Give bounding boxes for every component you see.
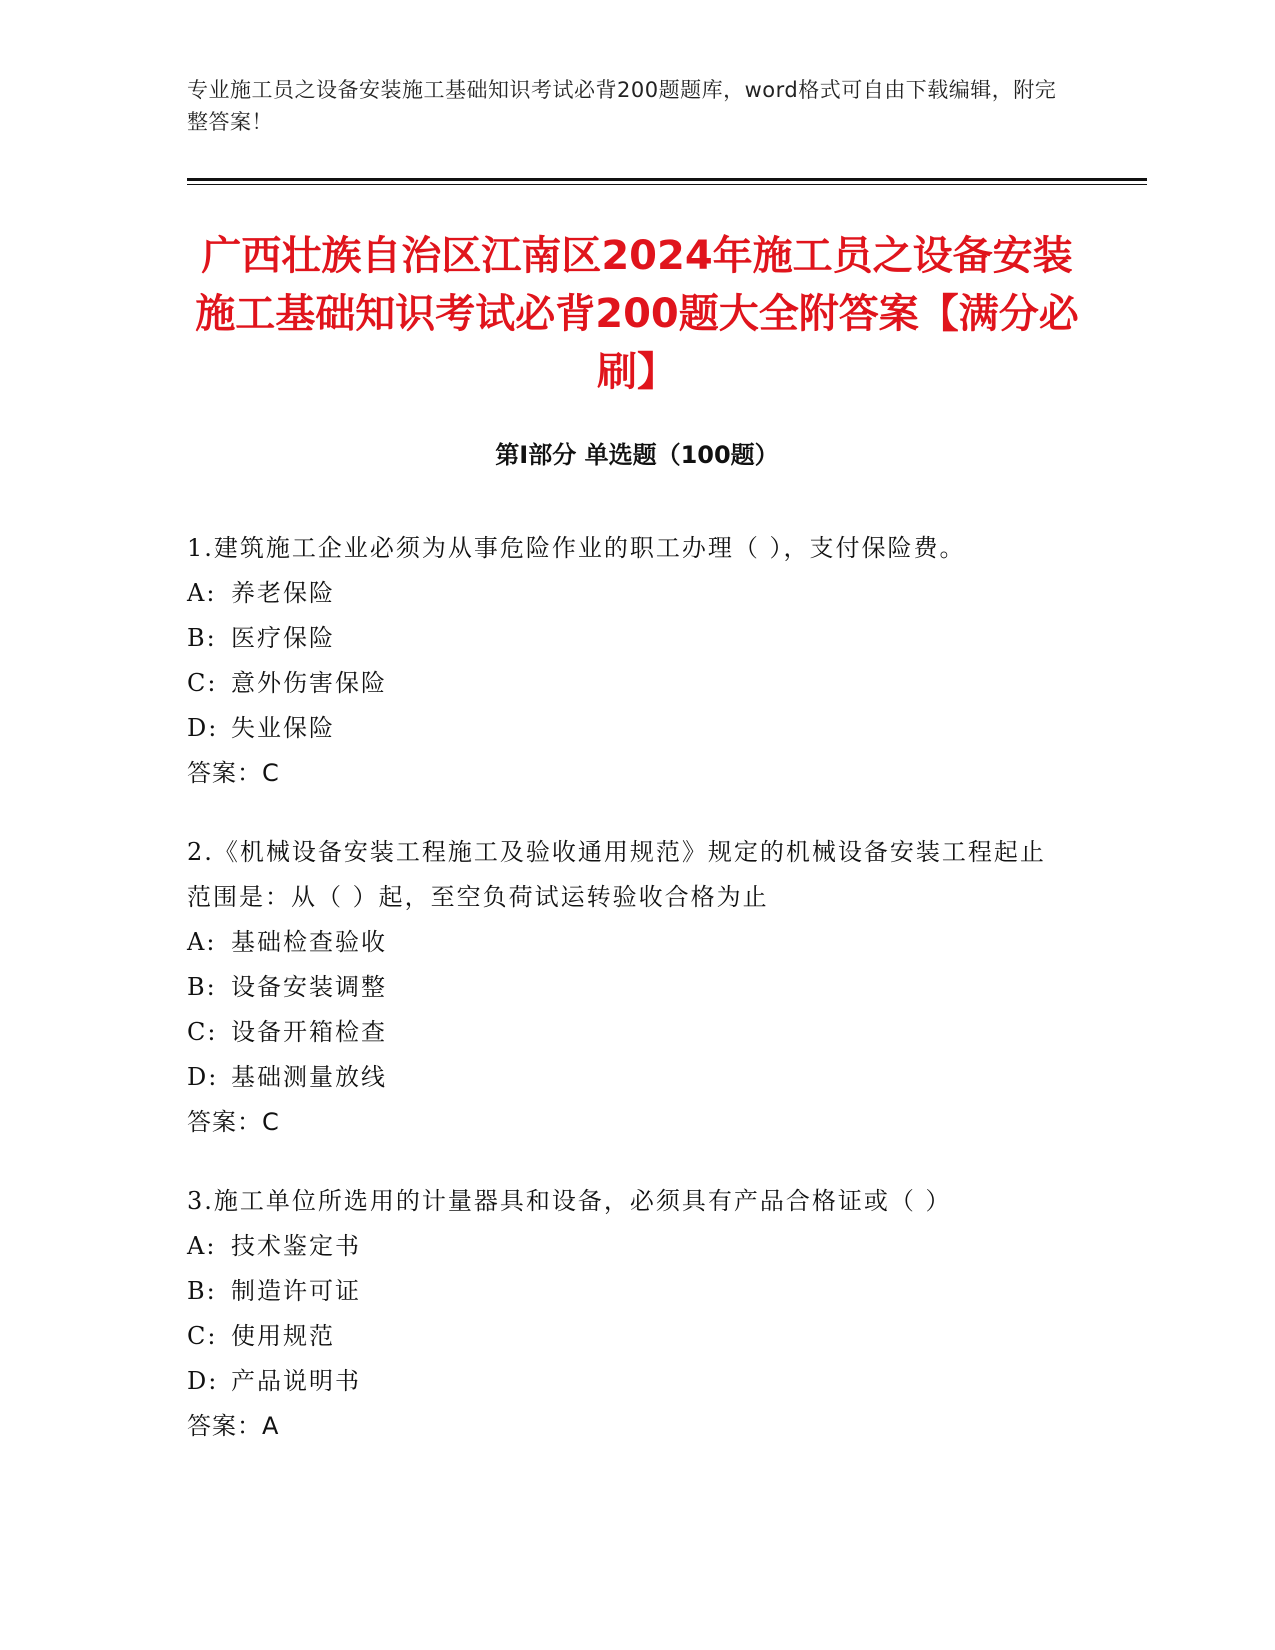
question-text: 2.《机械设备安装工程施工及验收通用规范》规定的机械设备安装工程起止范围是：从（ ）起，至空负荷试运转验收合格为止 <box>187 838 1046 911</box>
option-text: 技术鉴定书 <box>231 1232 361 1260</box>
question-text: 3.施工单位所选用的计量器具和设备，必须具有产品合格证或（ ） <box>187 1187 952 1215</box>
option-d <box>187 706 1067 751</box>
option-text: 医疗保险 <box>231 624 335 652</box>
option-text: 设备安装调整 <box>231 973 387 1001</box>
option-text: 失业保险 <box>231 714 335 742</box>
option-key: A: <box>187 579 217 607</box>
option-key: A: <box>187 928 217 956</box>
header-divider-thick <box>187 178 1147 181</box>
answer: 答案：A <box>187 1412 280 1440</box>
option-key: D: <box>187 1063 219 1091</box>
question-2 <box>187 830 1067 1145</box>
header-divider-thin <box>187 184 1147 185</box>
answer: 答案：C <box>187 1108 280 1136</box>
option-key: C: <box>187 1322 218 1350</box>
section-title: 第I部分 单选题（100题） <box>495 441 779 469</box>
option-text: 使用规范 <box>231 1322 335 1350</box>
option-text: 养老保险 <box>231 579 335 607</box>
answer: 答案：C <box>187 759 280 787</box>
option-key: B: <box>187 1277 217 1305</box>
option-key: B: <box>187 973 217 1001</box>
document-title: 广西壮族自治区江南区2024年施工员之设备安装施工基础知识考试必背200题大全附答案【满分必刷】 <box>195 233 1079 395</box>
option-key: D: <box>187 714 219 742</box>
option-key: B: <box>187 624 217 652</box>
option-c <box>187 1010 1067 1055</box>
question-3 <box>187 1179 1067 1449</box>
option-a <box>187 1224 1067 1269</box>
option-b <box>187 616 1067 661</box>
header-note: 专业施工员之设备安装施工基础知识考试必背200题题库，word格式可自由下载编辑，附完整答案！ <box>187 78 1057 134</box>
option-text: 基础检查验收 <box>231 928 387 956</box>
option-a <box>187 571 1067 616</box>
question-text: 1.建筑施工企业必须为从事危险作业的职工办理（ ），支付保险费。 <box>187 534 966 562</box>
option-key: C: <box>187 669 218 697</box>
option-text: 制造许可证 <box>231 1277 361 1305</box>
option-key: A: <box>187 1232 217 1260</box>
option-text: 意外伤害保险 <box>231 669 387 697</box>
option-b <box>187 965 1067 1010</box>
option-d <box>187 1359 1067 1404</box>
option-d <box>187 1055 1067 1100</box>
option-text: 产品说明书 <box>231 1367 361 1395</box>
question-1 <box>187 526 1067 796</box>
option-key: D: <box>187 1367 219 1395</box>
option-b <box>187 1269 1067 1314</box>
question-list <box>187 526 1067 1483</box>
option-text: 设备开箱检查 <box>231 1018 387 1046</box>
option-key: C: <box>187 1018 218 1046</box>
option-c <box>187 661 1067 706</box>
option-a <box>187 920 1067 965</box>
option-c <box>187 1314 1067 1359</box>
option-text: 基础测量放线 <box>231 1063 387 1091</box>
